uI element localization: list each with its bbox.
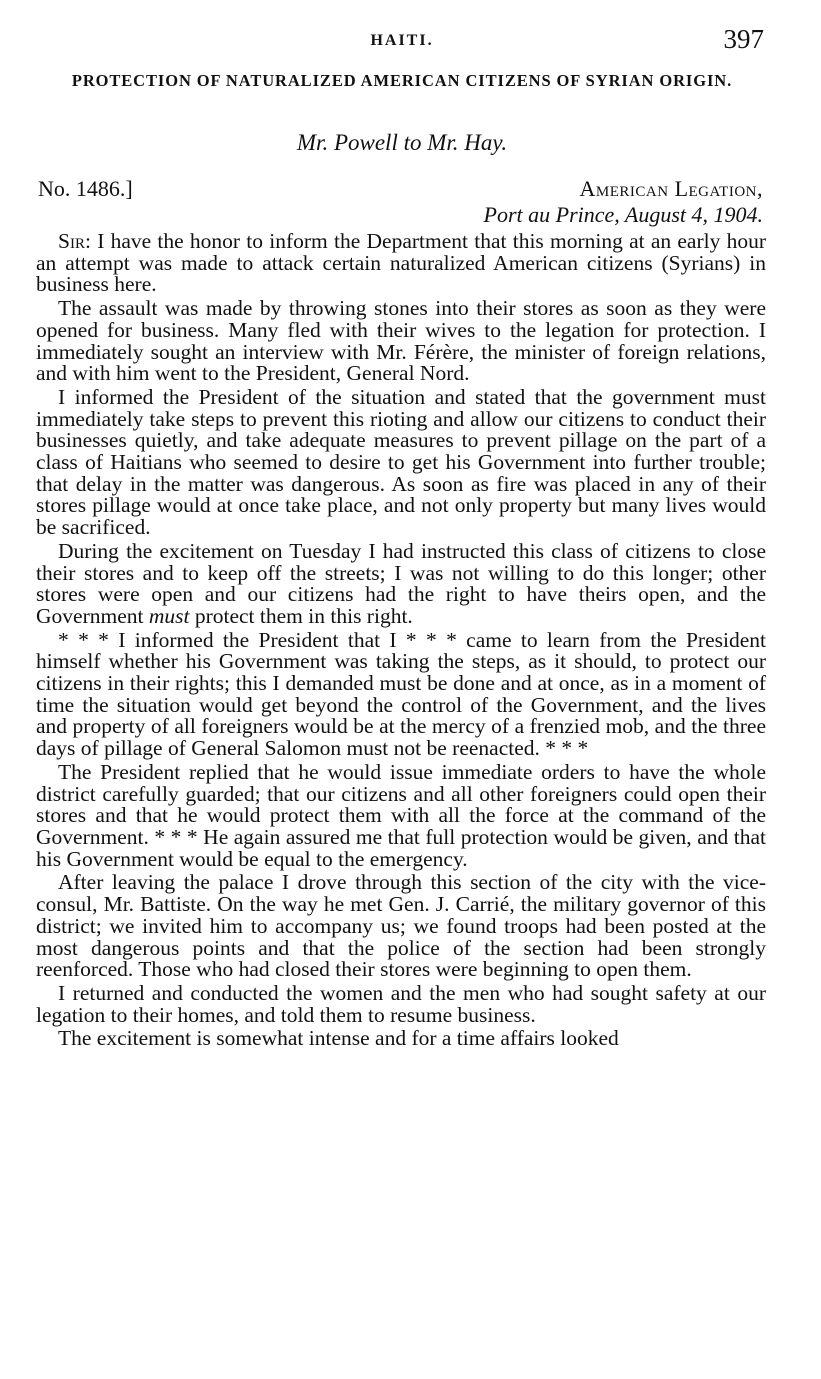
letter-body xyxy=(36,231,766,1052)
section-title: PROTECTION OF NATURALIZED AMERICAN CITIZENS OF SYRIAN ORIGIN. xyxy=(71,71,733,90)
correspondents-heading: Mr. Powell to Mr. Hay. xyxy=(296,130,508,155)
page-number: 397 xyxy=(723,24,764,54)
paragraph-3: I informed the President of the situation and stated that the government must immediately take steps to prevent this rioting and allow our citizens to conduct their businesses quietly, and take adequate measures to prevent pillage on the part of a class of Haitians who seemed to desire to get his Government into further trouble; that delay in the matter was dangerous. As soon as fire was placed in any of their stores pillage would at once take place, and not only property but many lives would be sacrificed. xyxy=(36,384,766,540)
emphasis-must: must xyxy=(148,603,190,628)
place-and-date: Port au Prince, August 4, 1904. xyxy=(483,202,763,227)
paragraph-7: After leaving the palace I drove through this section of the city with the vice-consul, Mr. Battiste. On the way he met Gen. J. Carrié, the military governor of this district; we invited him to accompany us; we found troops had been posted at the most dangerous points and that the police of the section had been strongly reenforced. Those who had closed their stores were beginning to open them. xyxy=(36,870,766,982)
paragraph-5: * * * I informed the President that I * * * came to learn from the President himself whether his Government was taking the steps, as it should, to protect our citizens in their rights; this I demanded must be done and at once, as in a moment of time the situation would get beyond the control of the Government, and the lives and property of all foreigners would be at the mercy of a frenzied mob, and the three days of pillage of General Salomon must not be reenacted. * * * xyxy=(36,627,766,761)
paragraph-8: I returned and conducted the women and the men who had sought safety at our legation to their homes, and told them to resume business. xyxy=(36,980,766,1027)
paragraph-9: The excitement is somewhat intense and for a time affairs looked xyxy=(58,1026,619,1051)
legation-name: American Legation, xyxy=(579,176,763,201)
paragraph-4 xyxy=(36,538,766,628)
document-number: No. 1486.] xyxy=(38,176,133,201)
paragraph-2: The assault was made by throwing stones into their stores as soon as they were opened for business. Many fled with their wives to the legation for protection. I immediately sought an interview with Mr. Férère, the minister of foreign relations, and with him went to the President, General Nord. xyxy=(36,296,766,386)
paragraph-6: The President replied that he would issue immediate orders to have the whole district carefully guarded; that our citizens and all other foreigners could open their stores and that he would protect them with all the force at the command of the Government. * * * He again assured me that full protection would be given, and that his Government would be equal to the emergency. xyxy=(36,759,766,871)
paragraph-1-text: I have the honor to inform the Department that this morning at an early hour an attempt was made to attack certain naturalized American citizens (Syrians) in business here. xyxy=(36,229,767,297)
paragraph-4-text-end: protect them in this right. xyxy=(194,603,413,628)
running-head xyxy=(36,24,768,60)
dateline xyxy=(484,176,763,228)
paragraph-4-text: During the excitement on Tuesday I had instructed this class of citizens to close their stores and to keep off the streets; I was not willing to do this longer; other stores were open and our citizens had the right to have theirs open, and the Government xyxy=(36,538,766,628)
salutation: Sir: xyxy=(58,229,91,253)
paragraph-1 xyxy=(36,231,766,296)
running-title: HAITI. xyxy=(370,32,434,49)
